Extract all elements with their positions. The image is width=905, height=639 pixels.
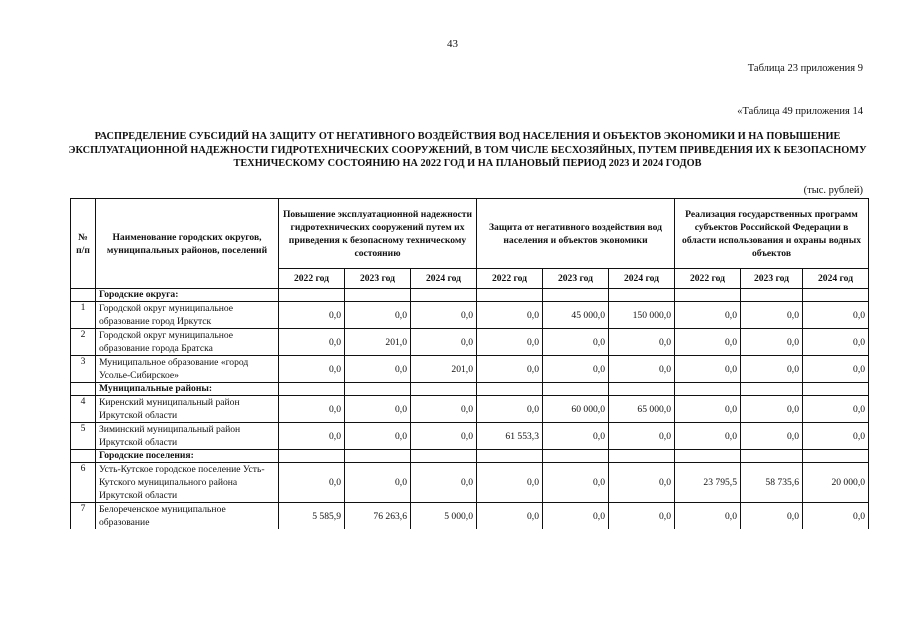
value-cell: 20 000,0 bbox=[803, 463, 869, 503]
value-cell: 0,0 bbox=[279, 356, 345, 383]
value-cell: 0,0 bbox=[609, 503, 675, 530]
value-cell: 0,0 bbox=[803, 423, 869, 450]
municipality-name: Киренский муниципальный район Иркутской области bbox=[96, 396, 279, 423]
value-cell: 0,0 bbox=[411, 302, 477, 329]
header-year: 2022 год bbox=[675, 269, 741, 289]
document-title: РАСПРЕДЕЛЕНИЕ СУБСИДИЙ НА ЗАЩИТУ ОТ НЕГАТИВНОГО ВОЗДЕЙСТВИЯ ВОД НАСЕЛЕНИЯ И ОБЪЕКТОВ ЭКОНОМИКИ И НА ПОВЫШЕНИЕ ЭКСПЛУАТАЦИОННОЙ НАДЕЖНОСТИ ГИДРОТЕХНИЧЕСКИХ СООРУЖЕНИЙ, В ТОМ ЧИСЛЕ БЕСХОЗЯЙНЫХ, ПУТЕМ ПРИВЕДЕНИЯ ИХ К БЕЗОПАСНОМУ ТЕХНИЧЕСКОМУ СОСТОЯНИЮ НА 2022 ГОД И НА ПЛАНОВЫЙ ПЕРИОД 2023 И 2024 ГОДОВ bbox=[68, 131, 867, 169]
municipality-name: Белореченское муниципальное образование bbox=[96, 503, 279, 530]
municipality-name: Городской округ муниципальное образование город Иркутск bbox=[96, 302, 279, 329]
value-cell: 0,0 bbox=[609, 463, 675, 503]
value-cell: 0,0 bbox=[477, 356, 543, 383]
header-group-hydraulic-structures: Повышение эксплуатационной надежности гидротехнических сооружений путем их приведения к безопасному техническому состоянию bbox=[279, 199, 477, 269]
value-cell: 0,0 bbox=[279, 463, 345, 503]
header-year: 2024 год bbox=[803, 269, 869, 289]
value-cell: 0,0 bbox=[675, 423, 741, 450]
value-cell: 0,0 bbox=[675, 503, 741, 530]
value-cell: 0,0 bbox=[675, 302, 741, 329]
table-reference-original: «Таблица 49 приложения 14 bbox=[737, 106, 863, 117]
value-cell: 0,0 bbox=[411, 329, 477, 356]
value-cell: 5 000,0 bbox=[411, 503, 477, 530]
value-cell: 76 263,6 bbox=[345, 503, 411, 530]
value-cell: 0,0 bbox=[279, 396, 345, 423]
header-name: Наименование городских округов, муниципальных районов, поселений bbox=[96, 199, 279, 289]
value-cell: 0,0 bbox=[543, 463, 609, 503]
value-cell: 0,0 bbox=[345, 463, 411, 503]
header-year: 2022 год bbox=[477, 269, 543, 289]
row-number: 3 bbox=[71, 356, 96, 383]
value-cell: 60 000,0 bbox=[543, 396, 609, 423]
value-cell: 0,0 bbox=[609, 356, 675, 383]
value-cell: 58 735,6 bbox=[741, 463, 803, 503]
value-cell: 61 553,3 bbox=[477, 423, 543, 450]
value-cell: 0,0 bbox=[741, 503, 803, 530]
header-year: 2022 год bbox=[279, 269, 345, 289]
value-cell: 0,0 bbox=[741, 329, 803, 356]
value-cell: 0,0 bbox=[543, 423, 609, 450]
value-cell: 201,0 bbox=[411, 356, 477, 383]
table-row bbox=[71, 503, 869, 530]
value-cell: 0,0 bbox=[803, 329, 869, 356]
section-row bbox=[71, 383, 869, 396]
value-cell: 0,0 bbox=[345, 356, 411, 383]
value-cell: 0,0 bbox=[345, 396, 411, 423]
value-cell: 0,0 bbox=[741, 302, 803, 329]
value-cell: 0,0 bbox=[543, 356, 609, 383]
value-cell: 0,0 bbox=[741, 423, 803, 450]
value-cell: 150 000,0 bbox=[609, 302, 675, 329]
value-cell: 0,0 bbox=[803, 503, 869, 530]
value-cell: 23 795,5 bbox=[675, 463, 741, 503]
value-cell: 0,0 bbox=[803, 356, 869, 383]
section-row bbox=[71, 450, 869, 463]
value-cell: 0,0 bbox=[609, 423, 675, 450]
municipality-name: Зиминский муниципальный район Иркутской области bbox=[96, 423, 279, 450]
value-cell: 0,0 bbox=[543, 329, 609, 356]
value-cell: 0,0 bbox=[741, 396, 803, 423]
value-cell: 0,0 bbox=[279, 423, 345, 450]
value-cell: 0,0 bbox=[741, 356, 803, 383]
value-cell: 0,0 bbox=[477, 463, 543, 503]
value-cell: 0,0 bbox=[675, 329, 741, 356]
subsidy-table bbox=[70, 198, 869, 529]
value-cell: 0,0 bbox=[411, 423, 477, 450]
row-number: 7 bbox=[71, 503, 96, 530]
table-row bbox=[71, 329, 869, 356]
value-cell: 0,0 bbox=[279, 329, 345, 356]
value-cell: 0,0 bbox=[477, 503, 543, 530]
row-number: 4 bbox=[71, 396, 96, 423]
section-row bbox=[71, 289, 869, 302]
header-year: 2023 год bbox=[345, 269, 411, 289]
table-row bbox=[71, 356, 869, 383]
table-reference: Таблица 23 приложения 9 bbox=[747, 63, 863, 74]
municipality-name: Муниципальное образование «город Усолье-Сибирское» bbox=[96, 356, 279, 383]
value-cell: 0,0 bbox=[675, 356, 741, 383]
header-year: 2023 год bbox=[741, 269, 803, 289]
value-cell: 0,0 bbox=[279, 302, 345, 329]
value-cell: 0,0 bbox=[803, 302, 869, 329]
row-number: 6 bbox=[71, 463, 96, 503]
value-cell: 0,0 bbox=[543, 503, 609, 530]
value-cell: 0,0 bbox=[477, 302, 543, 329]
municipality-name: Усть-Кутское городское поселение Усть-Кутского муниципального района Иркутской области bbox=[96, 463, 279, 503]
header-year: 2024 год bbox=[411, 269, 477, 289]
value-cell: 0,0 bbox=[675, 396, 741, 423]
header-group-state-programs: Реализация государственных программ субъектов Российской Федерации в области использования и охраны водных объектов bbox=[675, 199, 869, 269]
municipality-name: Городской округ муниципальное образование города Братска bbox=[96, 329, 279, 356]
value-cell: 5 585,9 bbox=[279, 503, 345, 530]
value-cell: 65 000,0 bbox=[609, 396, 675, 423]
value-cell: 0,0 bbox=[411, 396, 477, 423]
value-cell: 45 000,0 bbox=[543, 302, 609, 329]
row-number: 5 bbox=[71, 423, 96, 450]
header-num: № п/п bbox=[71, 199, 96, 289]
header-year: 2024 год bbox=[609, 269, 675, 289]
value-cell: 0,0 bbox=[477, 396, 543, 423]
value-cell: 0,0 bbox=[803, 396, 869, 423]
table-row bbox=[71, 463, 869, 503]
row-number: 2 bbox=[71, 329, 96, 356]
table-row bbox=[71, 423, 869, 450]
table-row bbox=[71, 302, 869, 329]
header-year: 2023 год bbox=[543, 269, 609, 289]
row-number: 1 bbox=[71, 302, 96, 329]
value-cell: 0,0 bbox=[477, 329, 543, 356]
value-cell: 201,0 bbox=[345, 329, 411, 356]
section-label: Городские поселения: bbox=[96, 450, 279, 463]
table-row bbox=[71, 396, 869, 423]
value-cell: 0,0 bbox=[609, 329, 675, 356]
value-cell: 0,0 bbox=[345, 302, 411, 329]
header-group-water-protection: Защита от негативного воздействия вод населения и объектов экономики bbox=[477, 199, 675, 269]
section-label: Городские округа: bbox=[96, 289, 279, 302]
units-label: (тыс. рублей) bbox=[803, 185, 863, 196]
section-label: Муниципальные районы: bbox=[96, 383, 279, 396]
page-number: 43 bbox=[447, 38, 458, 50]
value-cell: 0,0 bbox=[411, 463, 477, 503]
value-cell: 0,0 bbox=[345, 423, 411, 450]
